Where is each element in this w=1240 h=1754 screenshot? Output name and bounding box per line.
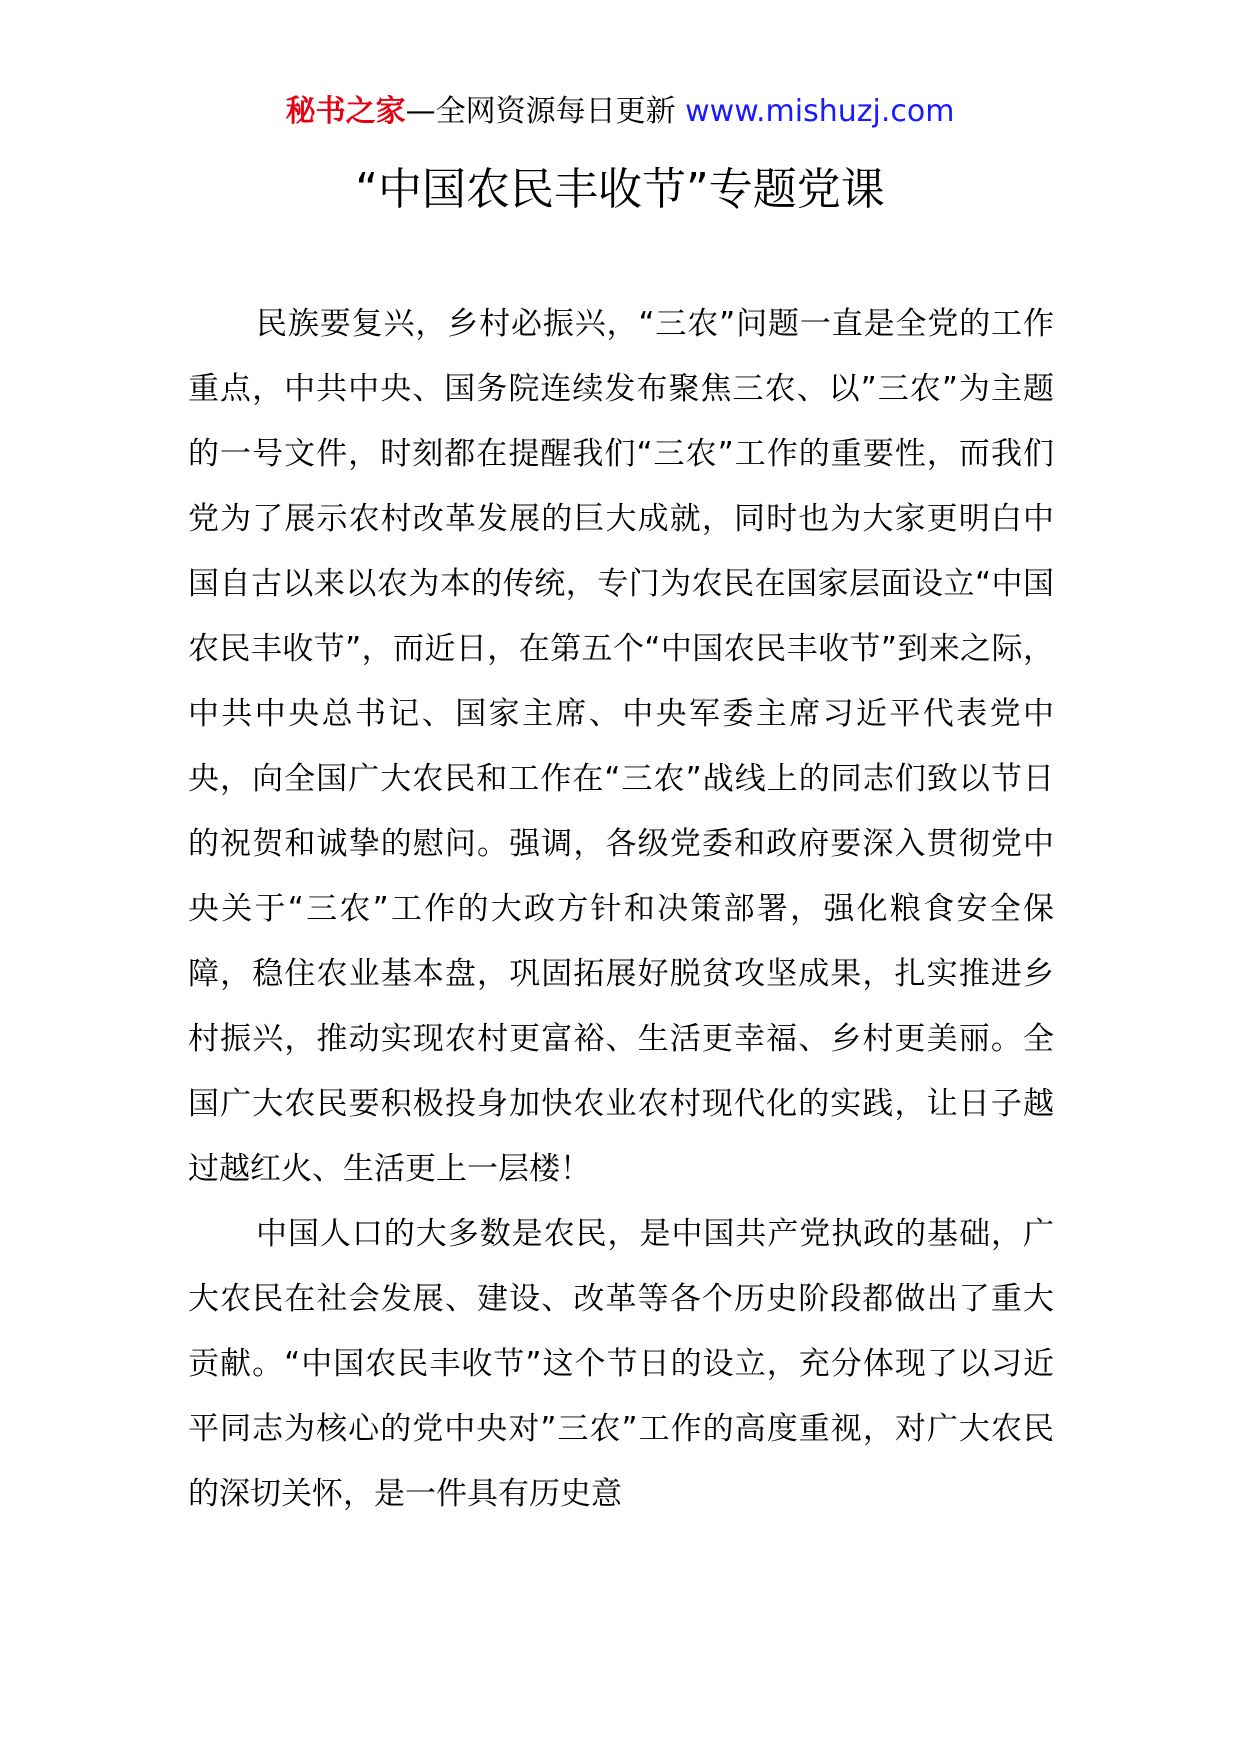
site-brand: 秘书之家	[285, 94, 406, 129]
site-url-link[interactable]: www.mishuzj.com	[685, 94, 955, 129]
site-tagline: —全网资源每日更新	[405, 94, 676, 129]
body-paragraph: 中国人口的大多数是农民，是中国共产党执政的基础，广大农民在社会发展、建设、改革等各个历史阶段都做出了重大贡献。“中国农民丰收节”这个节日的设立，充分体现了以习近平同志为核心的党中央对”三农”工作的高度重视，对广大农民的深切关怀，是一件具有历史意	[188, 1216, 1054, 1512]
document-title: “中国农民丰收节”专题党课	[355, 164, 885, 215]
document-body	[188, 292, 1054, 1527]
site-header	[0, 90, 1240, 134]
body-paragraph: 民族要复兴，乡村必振兴，“三农”问题一直是全党的工作重点，中共中央、国务院连续发布聚焦三农、以”三农”为主题的一号文件，时刻都在提醒我们“三农”工作的重要性，而我们党为了展示农村改革发展的巨大成就，同时也为大家更明白中国自古以来以农为本的传统，专门为农民在国家层面设立“中国农民丰收节”，而近日，在第五个“中国农民丰收节”到来之际，中共中央总书记、国家主席、中央军委主席习近平代表党中央，向全国广大农民和工作在“三农”战线上的同志们致以节日的祝贺和诚挚的慰问。强调，各级党委和政府要深入贯彻党中央关于“三农”工作的大政方针和决策部署，强化粮食安全保障，稳住农业基本盘，巩固拓展好脱贫攻坚成果，扎实推进乡村振兴，推动实现农村更富裕、生活更幸福、乡村更美丽。全国广大农民要积极投身加快农业农村现代化的实践，让日子越过越红火、生活更上一层楼！	[188, 306, 1054, 1187]
